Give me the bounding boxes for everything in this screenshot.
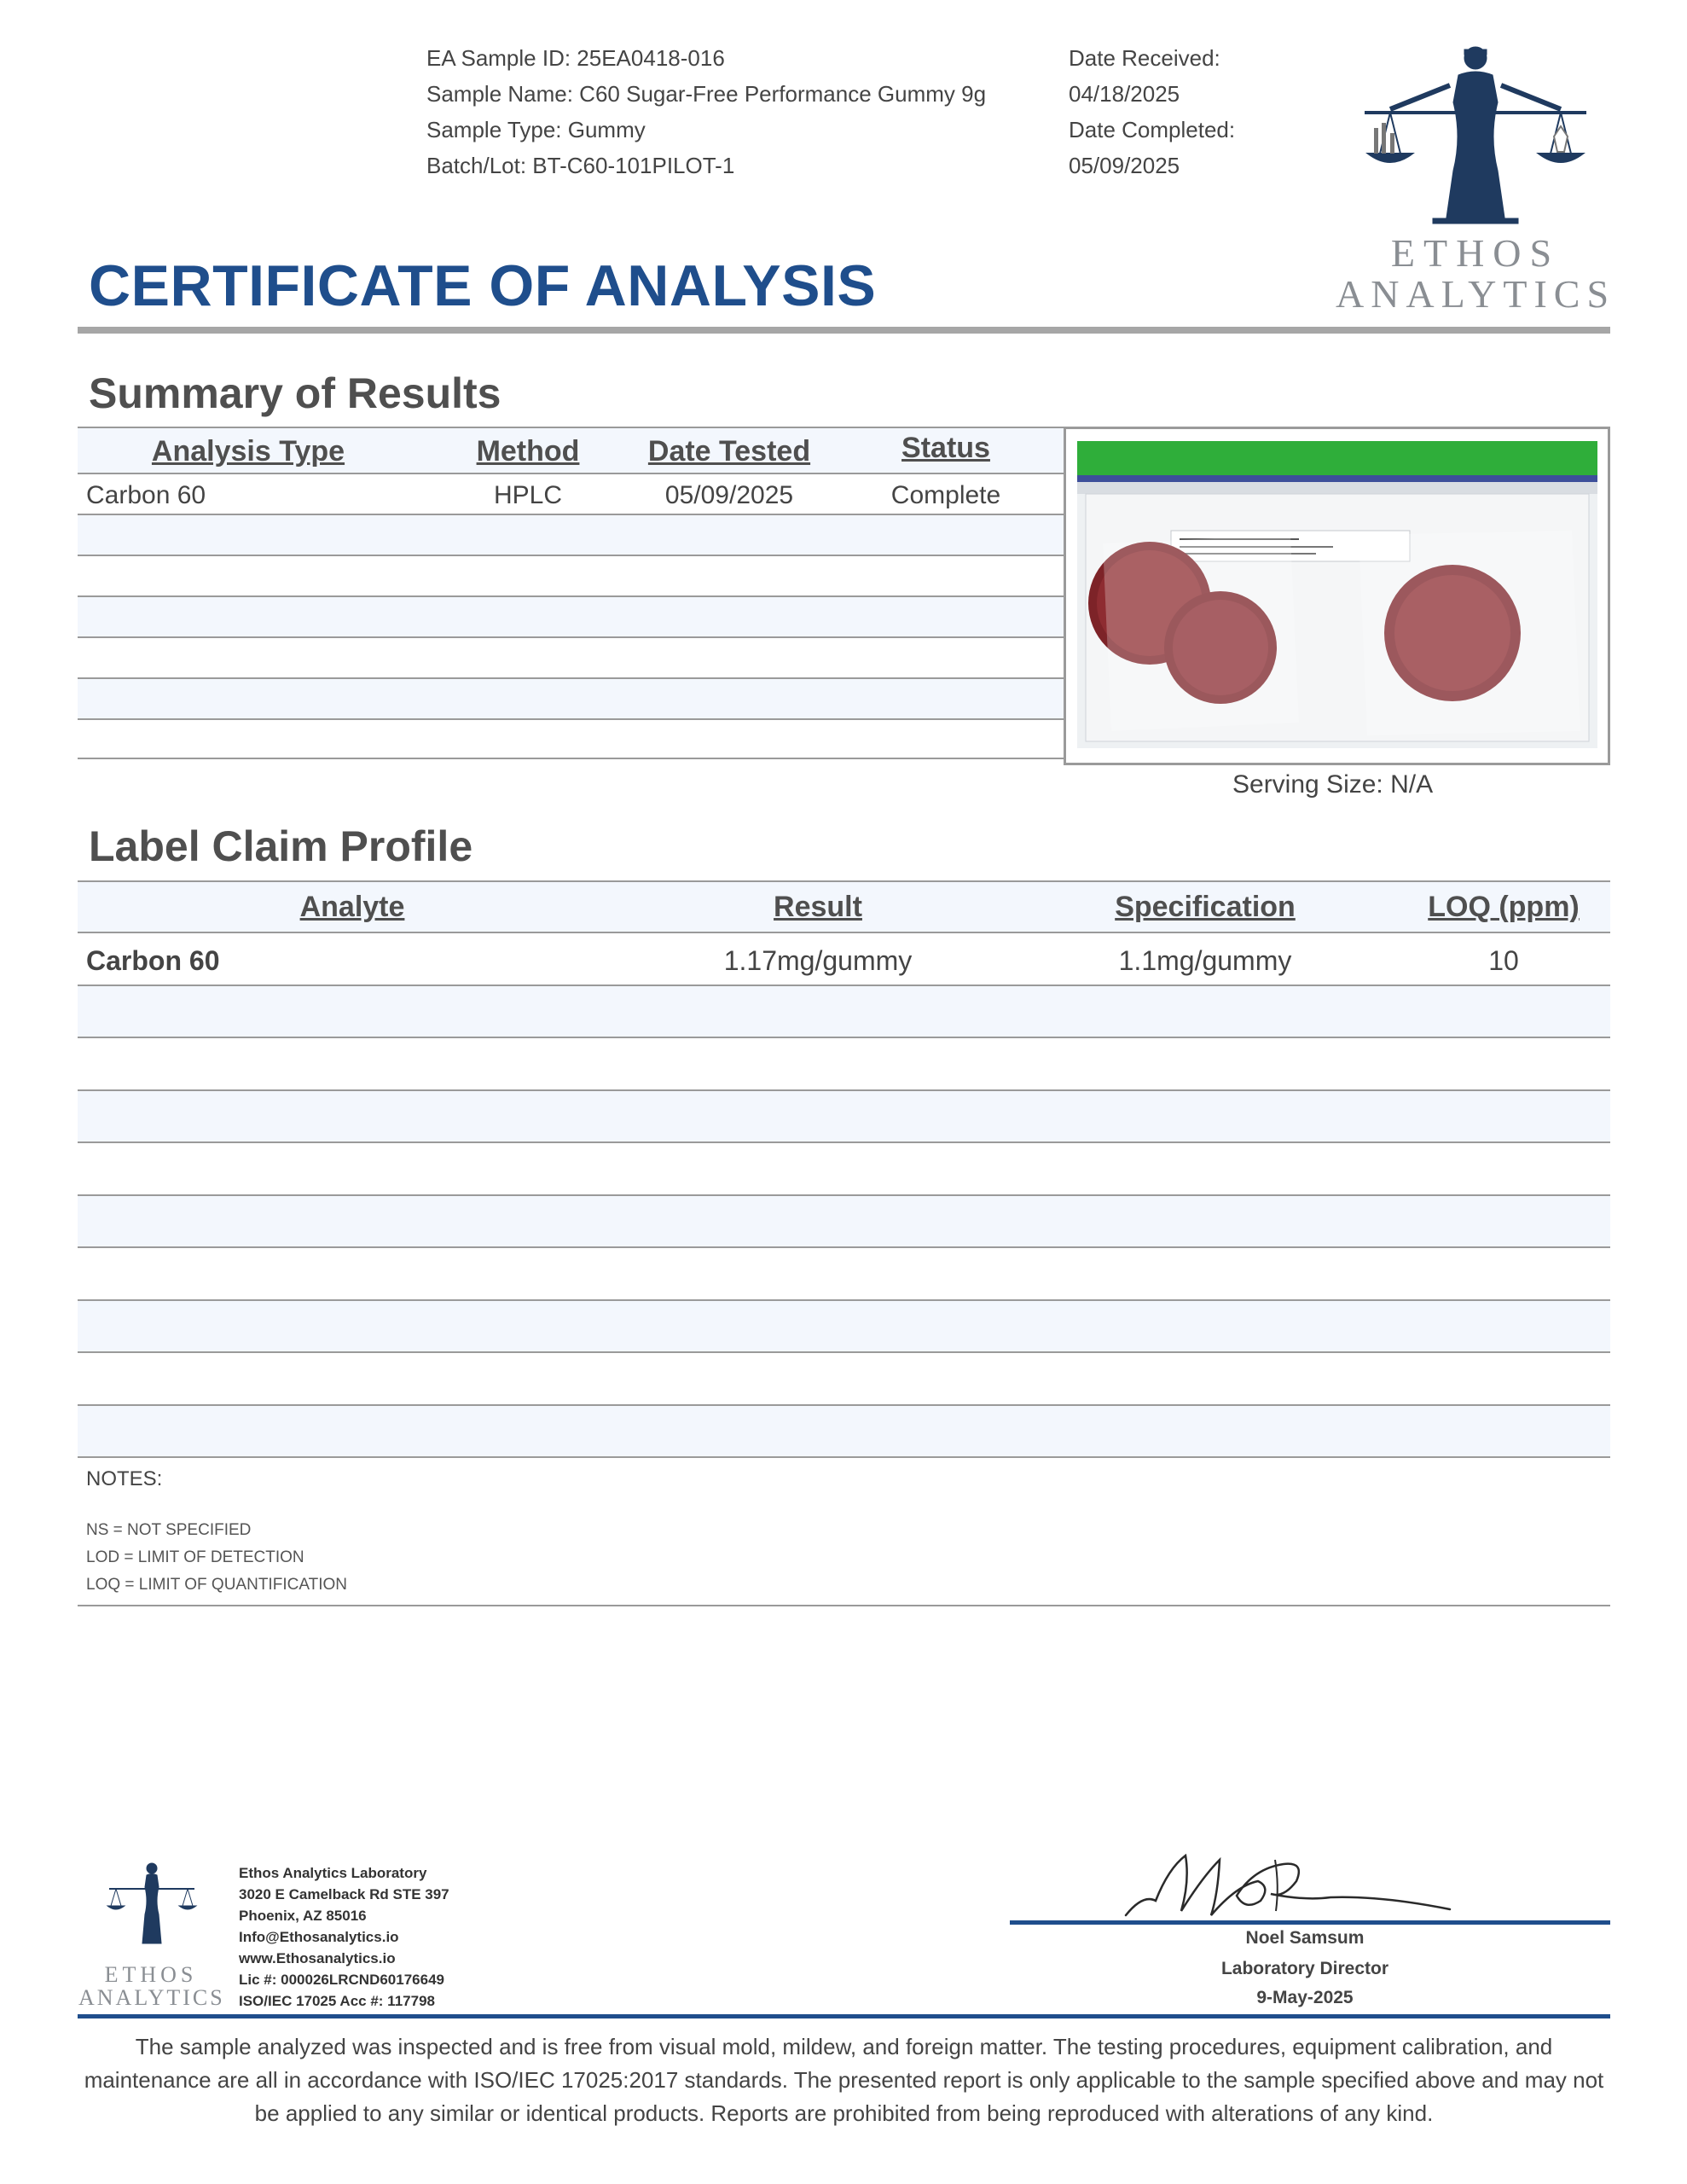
col-status: Status	[901, 432, 990, 464]
handwritten-signature	[1109, 1834, 1467, 1928]
table-row	[78, 933, 1610, 986]
notes-title: NOTES:	[86, 1467, 163, 1490]
footer-divider	[78, 2014, 1610, 2018]
table-row	[78, 1038, 1610, 1091]
title-divider	[78, 327, 1610, 334]
sample-type: Sample Type: Gummy	[426, 117, 646, 142]
notes-block	[86, 1467, 347, 1599]
cell-analysis-type: Carbon 60	[86, 481, 206, 509]
logo-wordmark-bottom: ANALYTICS	[1335, 272, 1616, 316]
serving-size: Serving Size: N/A	[1232, 770, 1434, 799]
sample-photo-frame	[1064, 427, 1610, 765]
logo-wordmark-top: ETHOS	[1390, 231, 1561, 275]
table-row	[78, 1143, 1610, 1196]
lab-accreditation: ISO/IEC 17025 Acc #: 117798	[239, 1993, 435, 2009]
col-analysis-type: Analysis Type	[151, 435, 345, 468]
sample-photo-gummies-in-bag	[1077, 441, 1597, 748]
cell-loq: 10	[1488, 945, 1519, 976]
col-analyte: Analyte	[299, 891, 405, 923]
cell-specification: 1.1mg/gummy	[1118, 945, 1292, 976]
lab-name: Ethos Analytics Laboratory	[239, 1865, 427, 1881]
table-row	[78, 515, 1064, 556]
notes-divider	[78, 1605, 1610, 1606]
cell-method: HPLC	[493, 481, 563, 509]
table-row	[78, 986, 1610, 1039]
lab-address: 3020 E Camelback Rd STE 397	[239, 1886, 449, 1902]
cell-result: 1.17mg/gummy	[723, 945, 913, 976]
lab-website: www.Ethosanalytics.io	[239, 1950, 396, 1966]
disclaimer-text: The sample analyzed was inspected and is free from visual mold, mildew, and foreign matter. The testing procedures, equipment calibration, and maintenance are all in accordance with ISO/IEC 17025:2017 standards. The presented report is only applicable to the sample specified above and may not be applied to any similar or identical products. Reports are prohibited from being reproduced with alterations of any kind.	[84, 2034, 1604, 2126]
table-row	[78, 474, 1064, 515]
lab-email: Info@Ethosanalytics.io	[239, 1929, 399, 1945]
sample-info-block	[426, 40, 986, 183]
scales-of-justice-figure-icon	[101, 1858, 203, 1978]
signer-title: Laboratory Director	[1220, 1959, 1389, 1978]
date-completed-label: Date Completed:	[1069, 117, 1236, 142]
summary-table	[78, 427, 1064, 759]
cell-analyte: Carbon 60	[86, 945, 220, 976]
lab-city: Phoenix, AZ 85016	[239, 1908, 367, 1924]
cell-status: Complete	[890, 481, 1001, 509]
table-row	[78, 638, 1064, 679]
lab-license: Lic #: 000026LRCND60176649	[239, 1972, 444, 1988]
table-row	[78, 556, 1064, 597]
label-claim-table-header	[78, 880, 1610, 933]
date-info-block	[1069, 40, 1235, 183]
lab-contact-block	[239, 1862, 449, 2012]
footer-logo-wordmark-bottom: ANALYTICS	[78, 1985, 225, 2010]
batch-lot: Batch/Lot: BT-C60-101PILOT-1	[426, 153, 735, 178]
signer-name: Noel Samsum	[1245, 1928, 1365, 1948]
summary-heading: Summary of Results	[89, 369, 501, 417]
signed-date: 9-May-2025	[1256, 1988, 1354, 2007]
table-row	[78, 1248, 1610, 1301]
date-received: 04/18/2025	[1069, 81, 1180, 107]
col-method: Method	[476, 435, 580, 468]
label-claim-table	[78, 880, 1610, 1458]
table-row	[78, 720, 1064, 759]
table-row	[78, 679, 1064, 720]
label-claim-heading: Label Claim Profile	[89, 822, 473, 870]
sample-id: EA Sample ID: 25EA0418-016	[426, 45, 725, 71]
page-title: CERTIFICATE OF ANALYSIS	[89, 253, 877, 318]
summary-table-header	[78, 427, 1064, 474]
table-row	[78, 1091, 1610, 1144]
date-received-label: Date Received:	[1069, 45, 1220, 71]
col-specification: Specification	[1115, 891, 1296, 923]
signature-line	[1010, 1920, 1610, 1925]
table-row	[78, 1196, 1610, 1249]
footer-logo-wordmark-top: ETHOS	[104, 1962, 198, 1987]
cell-date-tested: 05/09/2025	[664, 481, 794, 509]
table-row	[78, 1353, 1610, 1406]
col-result: Result	[774, 891, 862, 923]
col-loq: LOQ (ppm)	[1428, 891, 1580, 923]
date-completed: 05/09/2025	[1069, 153, 1180, 178]
table-row	[78, 1301, 1610, 1354]
table-row	[78, 1406, 1610, 1459]
sample-name: Sample Name: C60 Sugar-Free Performance Gummy 9g	[426, 81, 987, 107]
note-line: NS = NOT SPECIFIED	[86, 1521, 252, 1539]
note-line: LOD = LIMIT OF DETECTION	[86, 1548, 304, 1566]
col-date-tested: Date Tested	[647, 435, 811, 468]
note-line: LOQ = LIMIT OF QUANTIFICATION	[86, 1576, 347, 1594]
table-row	[78, 597, 1064, 638]
